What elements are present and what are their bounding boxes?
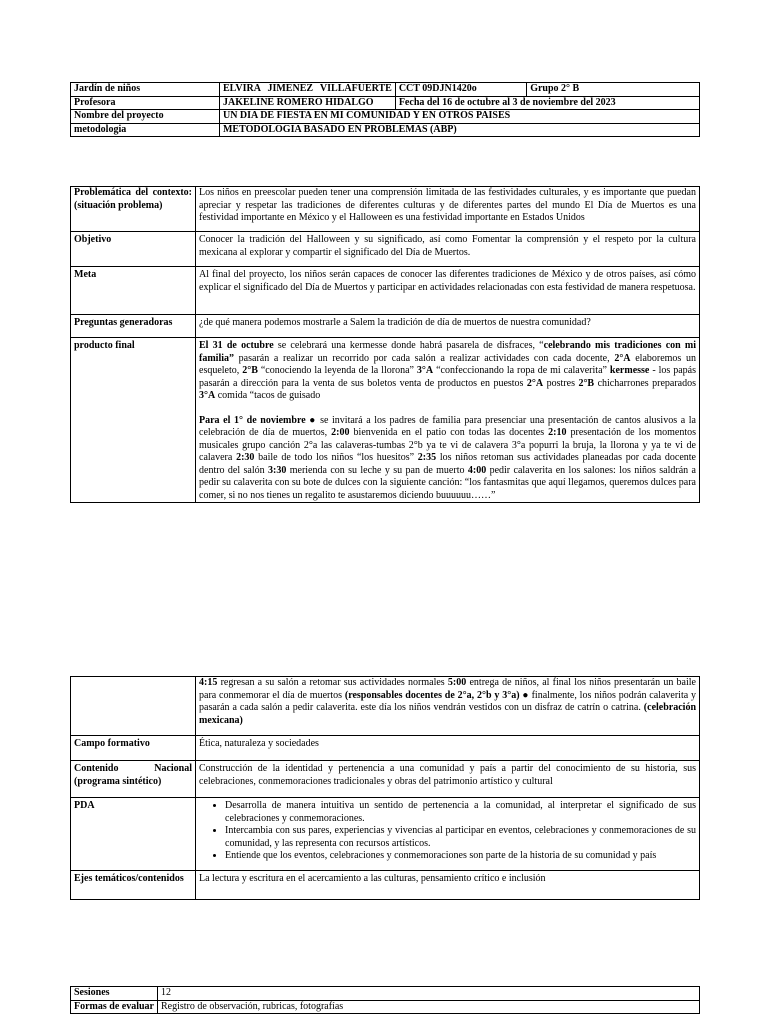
text-run: comida “tacos de guisado: [215, 390, 321, 401]
table-row: [71, 110, 700, 124]
table-row: [71, 736, 700, 761]
campo-value: Ética, naturaleza y sociedades: [196, 736, 700, 761]
bold-text-run: 2°A: [526, 377, 544, 389]
bold-text-run: 4:15: [199, 677, 218, 688]
pda-value: [196, 798, 700, 871]
bold-text-run: 2:30: [236, 452, 255, 463]
bold-text-run: 2:00: [331, 427, 350, 438]
text-run: los niños retoman sus actividades planeadas por cada docente dentro del salón: [199, 452, 696, 476]
objetivo-label: Objetivo: [71, 232, 196, 267]
bold-text-run: kermesse: [609, 365, 650, 376]
text-run: pasarán a realizar un recorrido por cada salón a realizar actividades con cada docente,: [234, 352, 615, 364]
pda-list: [199, 800, 696, 863]
producto-label: producto final: [71, 338, 196, 503]
proyecto-label: Nombre del proyecto: [71, 110, 220, 124]
bold-text-run: 2:10: [548, 427, 567, 438]
text-run: regresan a su salón a retomar sus actividades normales: [217, 677, 448, 688]
bold-text-run: 2°A: [614, 352, 631, 364]
header-table: [70, 82, 700, 137]
bold-text-run: celebrando mis tradiciones con mi familia”: [199, 340, 697, 364]
main-table: [70, 186, 700, 503]
meta-value: Al final del proyecto, los niños serán capaces de conocer las diferentes tradiciones de México y de otros países, así cómo explicar el significado del Día de Muertos y participar en actividades relacionadas con esta festividad de manera respetuosa.: [196, 267, 700, 315]
bold-text-run: Para el 1° de noviembre ●: [199, 414, 317, 426]
bold-text-run: (responsables docentes de 2°a, 2°b y 3°a) ●: [344, 689, 529, 701]
continuation-value: [196, 677, 700, 736]
ejes-label: Ejes temáticos/contenidos: [71, 871, 196, 900]
preguntas-label: Preguntas generadoras: [71, 315, 196, 338]
table-row: [71, 1000, 700, 1014]
sesiones-label: Sesiones: [71, 987, 158, 1001]
contenido-label: Contenido Nacional (programa sintético): [71, 761, 196, 798]
text-run: “conociendo la leyenda de la llorona”: [257, 365, 417, 376]
table-row: [71, 987, 700, 1001]
table-row: [71, 232, 700, 267]
text-run: merienda con su leche y su pan de muerto: [286, 464, 468, 476]
objetivo-value: Conocer la tradición del Halloween y su significado, así como Fomentar la comprensión y el respeto por la cultura mexicana al explorar y compartir el significado del Día de Muertos.: [196, 232, 700, 267]
bold-text-run: 3:30: [268, 464, 287, 476]
bold-text-run: 2:35: [417, 452, 437, 463]
metodologia-label: metodologia: [71, 123, 220, 137]
bold-text-run: 3°A: [199, 390, 216, 401]
list-item: • Entiende que los eventos, celebraciones y conmemoraciones son parte de la historia de su comunidad y país: [225, 850, 696, 863]
bold-text-run: 2°B: [578, 377, 595, 389]
table-row: [71, 871, 700, 900]
table-row: [71, 761, 700, 798]
empty-cell: [71, 677, 196, 736]
text-run: - los papás pasarán a dirección para la venta de sus boletos venta de productos en puestos: [199, 365, 697, 389]
table-row: [71, 83, 700, 97]
table-row: [71, 267, 700, 315]
producto-paragraph-1: [199, 340, 696, 403]
bold-text-run: (celebración mexicana): [199, 702, 696, 726]
metodologia-value: METODOLOGIA BASADO EN PROBLEMAS (ABP): [219, 123, 699, 137]
text-run: “confeccionando la ropa de mi calaverita”: [433, 365, 610, 376]
table-row: [71, 677, 700, 736]
sesiones-value: 12: [158, 987, 700, 1001]
problematica-value: Los niños en preescolar pueden tener una comprensión limitada de las festividades culturales, y es importante que puedan apreciar y respetar las tradiciones de diferentes culturas y de diferentes partes del mundo El Día de Muertos es una festividad importante en México y el Halloween es una festividad importante en Estados Unidos: [196, 187, 700, 232]
profesora-label: Profesora: [71, 96, 220, 110]
producto-value: [196, 338, 700, 503]
formas-value: Registro de observación, rubricas, fotografías: [158, 1000, 700, 1014]
preguntas-value: ¿de qué manera podemos mostrarle a Salem la tradición de día de muertos de nuestra comunidad?: [196, 315, 700, 338]
bold-text-run: 5:00: [447, 677, 467, 688]
text-run: elaboremos un esqueleto,: [199, 352, 697, 376]
text-run: baile de todo los niños “los huesitos”: [254, 452, 418, 463]
text-run: finalmente, los niños podrán calaverita y pasarán a cada salón a pedir calaverita. este día los niños vendrán vestidos con un disfraz de catrín o catrina.: [199, 689, 696, 713]
bold-text-run: El 31 de octubre: [199, 340, 274, 351]
bold-text-run: 4:00: [467, 464, 487, 476]
formas-label: Formas de evaluar: [71, 1000, 158, 1014]
table-row: [71, 96, 700, 110]
cct-value: CCT 09DJN1420o: [395, 83, 526, 97]
text-run: presentación de los momentos musicales grupo canción 2°a las calaveras-tumbas 2°b ya te vi de calavera 3°a popurri la bruja, la llorona y ya te vi de calavera: [199, 427, 696, 463]
fecha-value: Fecha del 16 de octubre al 3 de noviembre del 2023: [395, 96, 699, 110]
table-row: [71, 315, 700, 338]
ejes-value: La lectura y escritura en el acercamiento a las culturas, pensamiento crítico e inclusión: [196, 871, 700, 900]
text-run: chicharrones preparados: [594, 377, 696, 389]
bold-text-run: 3°A: [416, 365, 434, 376]
list-item: • Desarrolla de manera intuitiva un sentido de pertenencia a la comunidad, al interpretar el significado de sus celebraciones y conmemoraciones.: [225, 800, 696, 825]
campo-label: Campo formativo: [71, 736, 196, 761]
contenido-value: Construcción de la identidad y pertenencia a una comunidad y país a partir del conocimiento de su historia, sus celebraciones, conmemoraciones tradicionales y obras del patrimonio artístico y cultural: [196, 761, 700, 798]
problematica-label: Problemática del contexto: (situación problema): [71, 187, 196, 232]
grupo-value: Grupo 2° B: [527, 83, 700, 97]
second-table: [70, 676, 700, 900]
producto-paragraph-2: [199, 415, 696, 503]
text-run: bienvenida en el patio con todas las docentes: [349, 427, 549, 438]
text-run: se celebrará una kermesse donde habrá pasarela de disfraces, “: [273, 340, 544, 351]
text-run: pedir calaverita en los salones: los niños saldrán a pedir su calaverita con su bote de dulces con la siguiente canción: “los fantasmitas que aquí llegamos, queremos dulces para comer, si no nos tienes un regalito te asustaremos diciendo buuuuuu……”: [199, 464, 696, 501]
table-row: [71, 798, 700, 871]
meta-label: Meta: [71, 267, 196, 315]
text-run: entrega de niños, al final los niños presentarán un baile para conmemorar el día de muertos: [199, 677, 696, 701]
jardin-value: ELVIRA JIMENEZ VILLAFUERTE: [219, 83, 395, 97]
text-run: postres: [543, 377, 579, 389]
pda-label: PDA: [71, 798, 196, 871]
text-run: se invitará a los padres de familia para presenciar una presentación de cantos alusivos a la celebración de día de muertos,: [199, 414, 696, 438]
table-row: [71, 187, 700, 232]
table-row: [71, 123, 700, 137]
third-table: [70, 986, 700, 1014]
bold-text-run: 2°B: [242, 365, 258, 376]
continuation-paragraph: [199, 677, 696, 727]
proyecto-value: UN DIA DE FIESTA EN MI COMUNIDAD Y EN OTROS PAISES: [219, 110, 699, 124]
table-row: [71, 338, 700, 503]
list-item: • Intercambia con sus pares, experiencias y vivencias al participar en eventos, celebraciones y conmemoraciones de su comunidad, y las representa con recursos artísticos.: [225, 825, 696, 850]
profesora-value: JAKELINE ROMERO HIDALGO: [219, 96, 395, 110]
jardin-label: Jardín de niños: [71, 83, 220, 97]
